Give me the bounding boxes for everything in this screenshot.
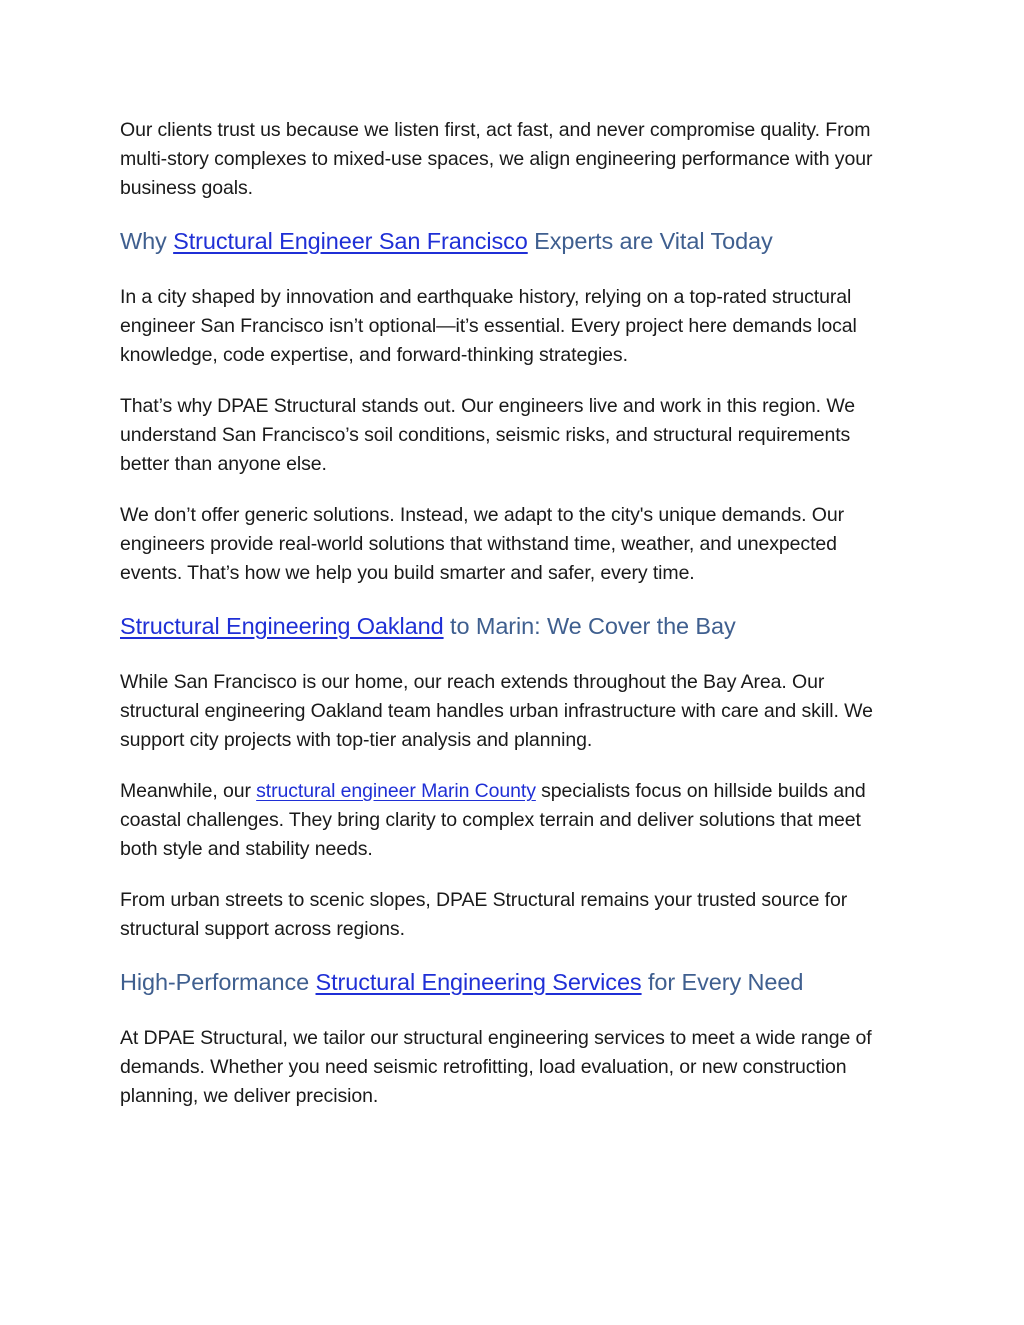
paragraph-bay-area-reach: While San Francisco is our home, our reach extends throughout the Bay Area. Our structural engineering Oakland team handles urban infrastructure with care and skill. We support city projects with top-tier analysis and planning. <box>120 671 873 751</box>
paragraph-urban-streets: From urban streets to scenic slopes, DPAE Structural remains your trusted source for structural support across regions. <box>120 889 848 940</box>
paragraph-city-shaped: In a city shaped by innovation and earthquake history, relying on a top-rated structural engineer San Francisco isn’t optional—it’s essential. Every project here demands local knowledge, code expertise, and forward-thinking strategies. <box>120 286 857 366</box>
heading-text-after: to Marin: We Cover the Bay <box>443 613 736 639</box>
intro-paragraph: Our clients trust us because we listen first, act fast, and never compromise quality. From multi-story complexes to mixed-use spaces, we align engineering performance with your business goals. <box>120 119 873 199</box>
document-page <box>120 116 900 1133</box>
heading-why-structural-engineer <box>120 225 900 257</box>
paragraph-generic-solutions: We don’t offer generic solutions. Instead, we adapt to the city's unique demands. Our engineers provide real-world solutions that withstand time, weather, and unexpected events. That’s how we help you build smarter and safer, every time. <box>120 504 845 584</box>
heading-high-performance <box>120 966 900 998</box>
heading-text-before: High-Performance <box>120 969 316 995</box>
link-structural-engineer-marin-county[interactable]: structural engineer Marin County <box>256 780 536 802</box>
heading-text-after: for Every Need <box>641 969 804 995</box>
paragraph-why-dpae: That’s why DPAE Structural stands out. Our engineers live and work in this region. We understand San Francisco’s soil conditions, seismic risks, and structural requirements better than anyone else. <box>120 395 856 475</box>
paragraph-text-before: Meanwhile, our <box>120 780 257 802</box>
link-structural-engineer-san-francisco[interactable]: Structural Engineer San Francisco <box>173 228 528 254</box>
heading-text-after: Experts are Vital Today <box>527 228 773 254</box>
link-structural-engineering-services[interactable]: Structural Engineering Services <box>315 969 642 995</box>
paragraph-tailored-services: At DPAE Structural, we tailor our structural engineering services to meet a wide range of demands. Whether you need seismic retrofitting, load evaluation, or new construction planning, we deliver precision. <box>120 1027 872 1107</box>
heading-text-before: Why <box>120 228 174 254</box>
paragraph-marin-county <box>120 777 900 864</box>
paragraph-text-after: specialists focus on hillside builds and coastal challenges. They bring clarity to complex terrain and deliver solutions that meet both style and stability needs. <box>120 780 866 860</box>
link-structural-engineering-oakland[interactable]: Structural Engineering Oakland <box>120 613 444 639</box>
heading-oakland-to-marin <box>120 610 900 642</box>
